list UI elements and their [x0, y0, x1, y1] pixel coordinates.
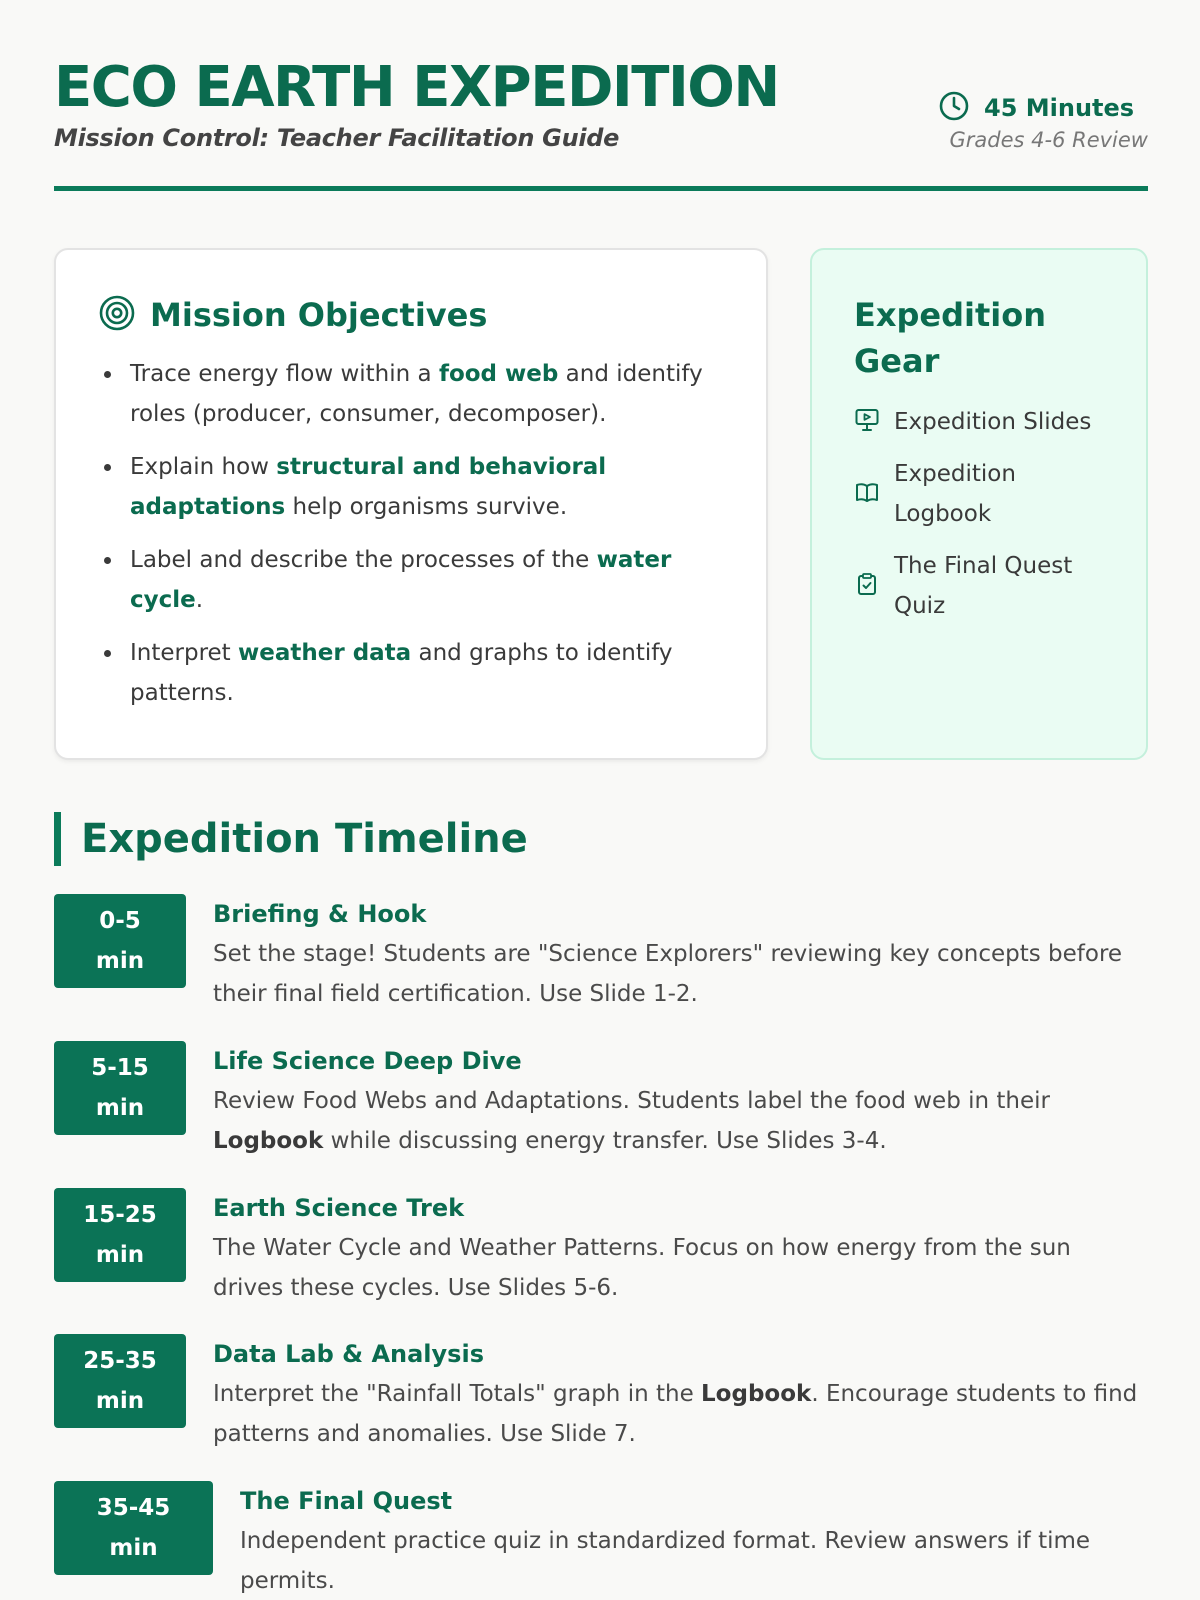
gear-item-logbook	[854, 454, 1126, 534]
timeline-item-body	[213, 1481, 1148, 1600]
timeline-item	[54, 1481, 1148, 1600]
timeline-item-title: Data Lab & Analysis	[213, 1340, 484, 1368]
time-badge: 25-35 min	[54, 1334, 186, 1428]
header-divider	[54, 186, 1148, 191]
list-item: Label and describe the processes of the water cycle.	[130, 540, 726, 620]
timeline-accent-bar	[54, 812, 61, 866]
gear-label: The Final Quest Quiz	[894, 553, 1073, 619]
target-icon	[98, 294, 136, 336]
list-item: Interpret weather data and graphs to identify patterns.	[130, 633, 726, 713]
timeline-item-desc: The Water Cycle and Weather Patterns. Focus on how energy from the sun drives these cycles. Use Slides 5-6.	[213, 1235, 1071, 1301]
page-title: ECO EARTH EXPEDITION	[54, 55, 779, 120]
timeline-title: Expedition Timeline	[81, 816, 528, 862]
time-badge: 15-25 min	[54, 1188, 186, 1282]
gear-title: Expedition Gear	[854, 296, 1047, 380]
list-item: Trace energy flow within a food web and identify roles (producer, consumer, decomposer).	[130, 354, 726, 434]
time-badge: 5-15 min	[54, 1041, 186, 1135]
gear-item-slides	[854, 402, 1126, 442]
objectives-list	[98, 354, 726, 713]
duration	[938, 90, 1148, 126]
book-icon	[854, 479, 880, 509]
gear-label: Expedition Slides	[894, 409, 1092, 435]
timeline-item-desc: Set the stage! Students are "Science Explorers" reviewing key concepts before their final field certification. Use Slide 1-2.	[213, 941, 1123, 1007]
timeline-item	[54, 1041, 1148, 1161]
timeline-item-title: Briefing & Hook	[213, 900, 427, 928]
expedition-gear-card	[810, 248, 1148, 760]
objectives-title: Mission Objectives	[150, 296, 488, 334]
timeline-heading	[54, 812, 528, 866]
timeline-item-desc: Independent practice quiz in standardized format. Review answers if time permits.	[240, 1528, 1091, 1594]
clock-icon	[938, 90, 970, 126]
objectives-header	[98, 294, 726, 336]
presentation-icon	[854, 407, 880, 437]
time-badge: 0-5 min	[54, 894, 186, 988]
clipboard-check-icon	[854, 571, 880, 601]
timeline-item-title: The Final Quest	[240, 1487, 453, 1515]
header	[54, 56, 1148, 190]
time-badge: 35-45 min	[54, 1481, 213, 1575]
grades-label: Grades 4-6 Review	[949, 128, 1148, 152]
timeline-item-desc: Interpret the "Rainfall Totals" graph in the Logbook. Encourage students to find patterns and anomalies. Use Slide 7.	[213, 1381, 1138, 1447]
list-item: Explain how structural and behavioral adaptations help organisms survive.	[130, 447, 726, 527]
timeline-item-body	[186, 1188, 1148, 1308]
timeline-item	[54, 1334, 1148, 1454]
gear-item-quiz	[854, 546, 1126, 626]
timeline-item	[54, 1188, 1148, 1308]
timeline-item-body	[186, 1041, 1148, 1161]
timeline-item-title: Earth Science Trek	[213, 1194, 465, 1222]
gear-label: Expedition Logbook	[894, 461, 1016, 527]
timeline-item	[54, 894, 1148, 1014]
timeline-item-body	[186, 894, 1148, 1014]
timeline-item-desc: Review Food Webs and Adaptations. Students label the food web in their Logbook while discussing energy transfer. Use Slides 3-4.	[213, 1088, 1050, 1154]
mission-objectives-card	[54, 248, 768, 760]
timeline-item-title: Life Science Deep Dive	[213, 1047, 522, 1075]
duration-label: 45 Minutes	[984, 94, 1135, 122]
page-subtitle: Mission Control: Teacher Facilitation Guide	[54, 124, 620, 152]
timeline-item-body	[186, 1334, 1148, 1454]
